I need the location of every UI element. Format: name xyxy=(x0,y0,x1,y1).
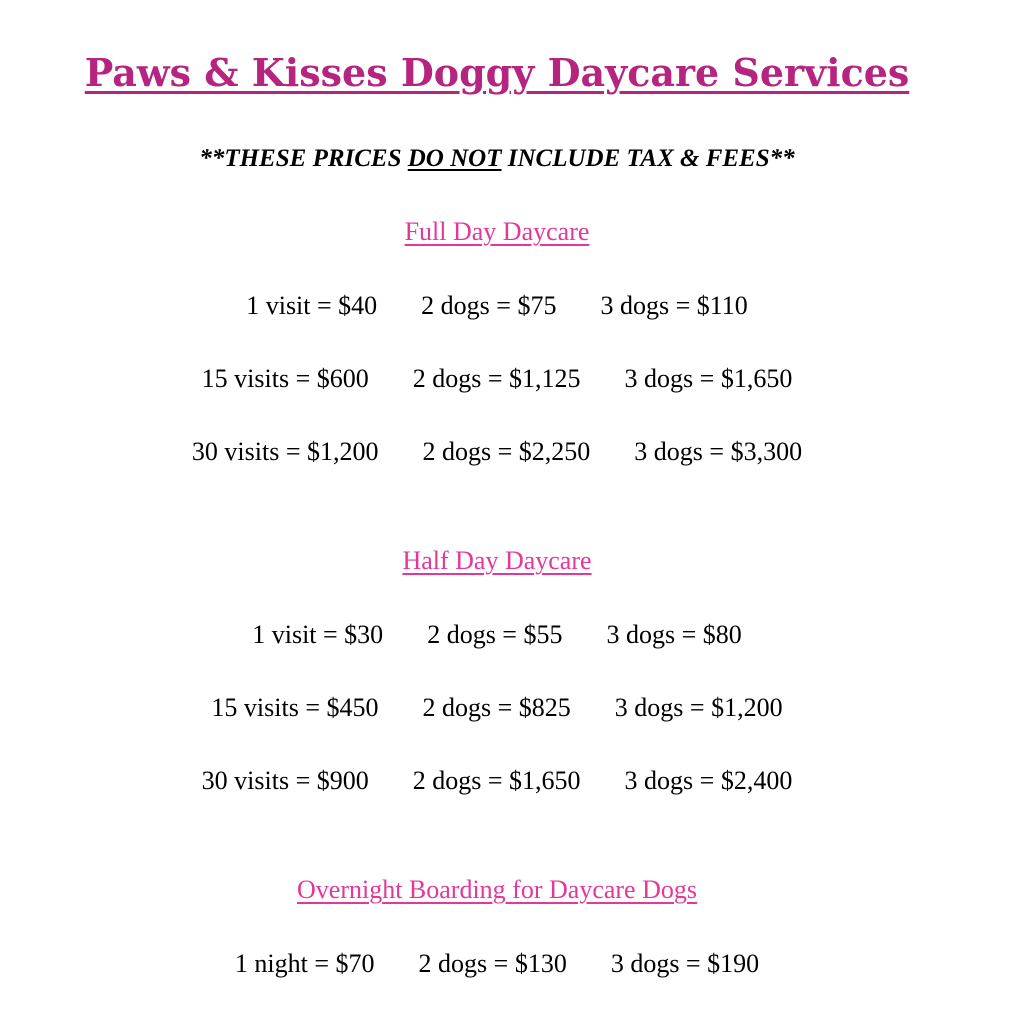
price-cell: 3 dogs = $3,300 xyxy=(634,437,803,466)
price-cell: 3 dogs = $190 xyxy=(610,949,760,978)
tax-notice-emphasis: DO NOT xyxy=(407,145,502,172)
price-cell: 2 dogs = $130 xyxy=(418,949,567,978)
price-cell: 3 dogs = $110 xyxy=(600,291,748,320)
price-cell: 3 dogs = $2,400 xyxy=(624,766,793,795)
tax-notice-suffix: INCLUDE TAX & FEES** xyxy=(501,145,795,172)
price-row-half-day-1 xyxy=(0,617,994,653)
price-cell: 2 dogs = $2,250 xyxy=(422,437,591,466)
price-cell: 2 dogs = $75 xyxy=(421,291,557,320)
price-cell: 15 visits = $450 xyxy=(211,693,379,722)
section-heading-full-day: Full Day Daycare xyxy=(404,217,590,246)
tax-notice xyxy=(0,142,994,176)
price-cell: 1 night = $70 xyxy=(234,949,375,978)
price-cell: 2 dogs = $1,125 xyxy=(412,364,581,393)
price-row-full-day-15 xyxy=(0,361,994,397)
price-cell: 2 dogs = $55 xyxy=(427,620,563,649)
price-row-overnight-1 xyxy=(0,946,994,982)
price-cell: 2 dogs = $1,650 xyxy=(412,766,581,795)
price-row-full-day-1 xyxy=(0,288,994,324)
price-row-half-day-15 xyxy=(0,690,994,726)
price-cell: 15 visits = $600 xyxy=(201,364,369,393)
section-heading-overnight-boarding: Overnight Boarding for Daycare Dogs xyxy=(297,875,697,904)
price-cell: 3 dogs = $1,200 xyxy=(614,693,783,722)
section-heading-half-day: Half Day Daycare xyxy=(402,546,592,575)
tax-notice-prefix: **THESE PRICES xyxy=(199,145,408,172)
price-cell: 3 dogs = $80 xyxy=(606,620,742,649)
price-cell: 2 dogs = $825 xyxy=(422,693,571,722)
price-row-half-day-30 xyxy=(0,763,994,799)
price-cell: 1 visit = $30 xyxy=(252,620,384,649)
page-title: Paws & Kisses Doggy Daycare Services xyxy=(84,50,910,95)
price-cell: 30 visits = $900 xyxy=(201,766,369,795)
price-cell: 30 visits = $1,200 xyxy=(191,437,379,466)
price-row-full-day-30 xyxy=(0,434,994,470)
price-cell: 3 dogs = $1,650 xyxy=(624,364,793,393)
price-cell: 1 visit = $40 xyxy=(246,291,378,320)
